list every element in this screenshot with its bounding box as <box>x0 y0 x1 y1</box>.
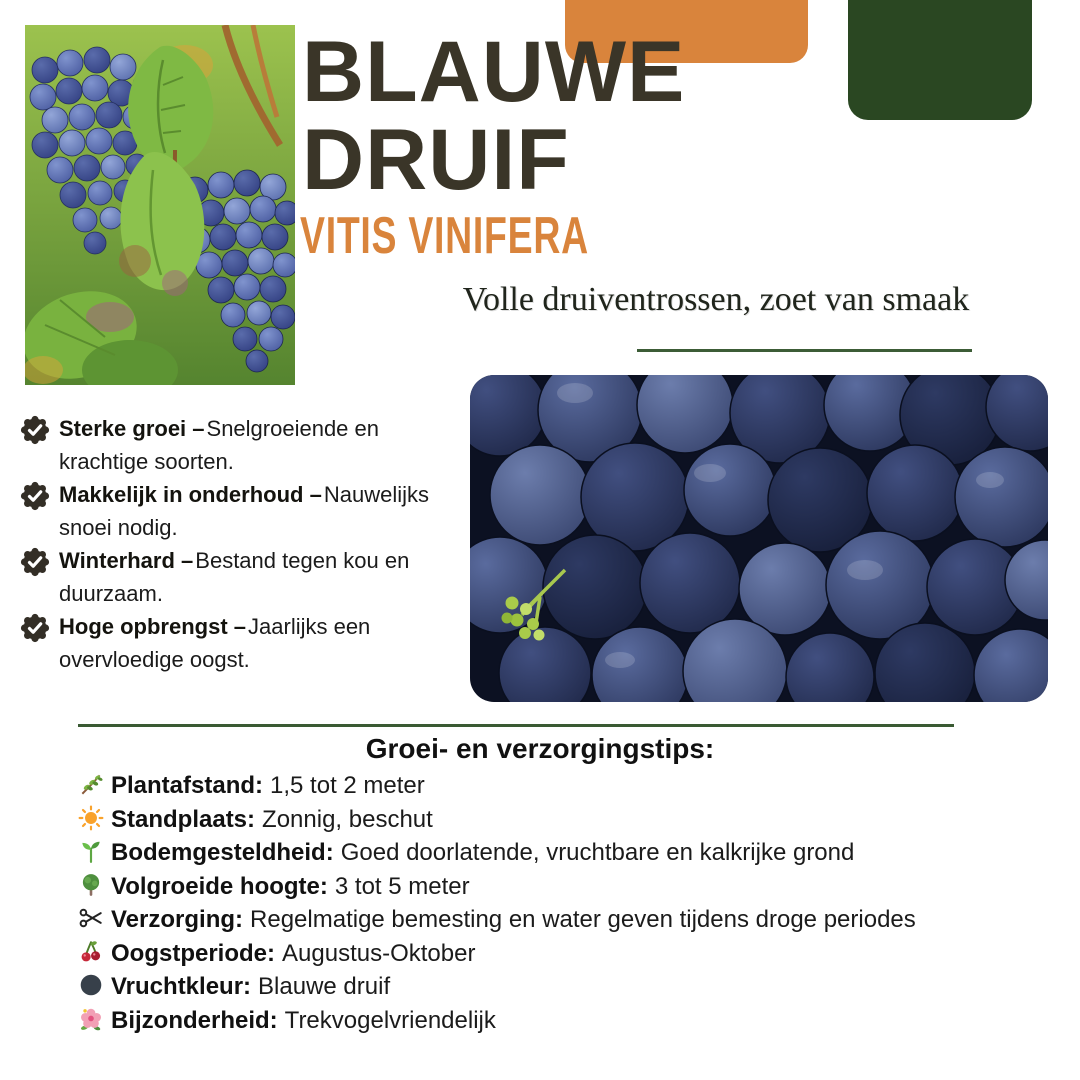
feature-label: Winterhard – <box>59 548 194 573</box>
tip-vruchtkleur <box>78 970 1010 1004</box>
tip-label: Standplaats: <box>111 805 256 833</box>
cherries-icon <box>78 939 104 965</box>
scissors-icon <box>78 905 104 931</box>
tip-label: Vruchtkleur: <box>111 973 252 1000</box>
tip-value: Goed doorlatende, vruchtbare en kalkrijke grond <box>340 839 855 866</box>
feature-checklist <box>20 412 470 676</box>
feature-text <box>59 478 470 544</box>
feature-text <box>59 544 470 610</box>
seedling-icon <box>78 838 104 864</box>
feature-item <box>20 478 470 544</box>
hibiscus-icon <box>78 1006 104 1032</box>
feature-description: Nauwelijks snoei nodig. <box>59 482 429 540</box>
tip-value: Blauwe druif <box>258 973 391 1000</box>
latin-name-subtitle: VITIS VINIFERA <box>300 207 589 265</box>
feature-description: Jaarlijks een overvloedige oogst. <box>59 614 371 672</box>
feature-text <box>59 412 470 478</box>
tips-heading: Groei- en verzorgingstips: <box>365 733 715 764</box>
check-badge-icon <box>20 481 50 511</box>
tip-label: Verzorging: <box>111 906 244 933</box>
tip-plantafstand <box>78 769 1010 803</box>
feature-label: Sterke groei – <box>59 416 205 441</box>
feature-item <box>20 544 470 610</box>
feature-description: Snelgroeiende en krachtige soorten. <box>59 416 379 474</box>
feature-label: Hoge opbrengst – <box>59 614 247 639</box>
herb-icon <box>78 771 104 797</box>
blue-grapes-illustration <box>470 375 1048 702</box>
tree-icon <box>78 872 104 898</box>
tip-label: Bijzonderheid: <box>111 1006 278 1034</box>
feature-label: Makkelijk in onderhoud – <box>59 482 322 507</box>
tip-value: 1,5 tot 2 meter <box>270 772 425 799</box>
tip-value: Regelmatige bemesting en water geven tijdens droge periodes <box>250 906 916 933</box>
check-badge-icon <box>20 415 50 445</box>
feature-item <box>20 412 470 478</box>
tip-value: Trekvogelvriendelijk <box>284 1006 496 1034</box>
tip-oogstperiode <box>78 937 1010 971</box>
section-divider <box>78 724 954 727</box>
grapevine-photo <box>25 25 295 385</box>
tip-bijzonderheid <box>78 1004 1010 1038</box>
tip-label: Plantafstand: <box>111 772 264 799</box>
tip-label: Bodemgesteldheid: <box>111 839 334 866</box>
tip-label: Oogstperiode: <box>111 939 276 967</box>
tagline: Volle druiventrossen, zoet van smaak <box>462 281 970 318</box>
feature-description: Bestand tegen kou en duurzaam. <box>59 548 410 606</box>
tip-standplaats <box>78 803 1010 837</box>
title-line-2: DRUIF <box>302 112 570 208</box>
tip-value: Zonnig, beschut <box>262 805 433 833</box>
tip-value: 3 tot 5 meter <box>334 872 470 900</box>
title-line-1: BLAUWE <box>302 24 686 120</box>
tip-verzorging <box>78 903 1010 937</box>
check-badge-icon <box>20 547 50 577</box>
sun-icon <box>78 805 104 831</box>
care-tips-list <box>78 769 1010 1037</box>
feature-text <box>59 610 470 676</box>
tip-volgroeide-hoogte <box>78 870 1010 904</box>
grapevine-illustration <box>25 25 295 385</box>
green-rounded-block <box>848 0 1032 120</box>
tagline-underline <box>637 349 972 352</box>
dark-circle-icon <box>78 972 104 998</box>
page-title <box>302 24 686 208</box>
tip-value: Augustus-Oktober <box>282 939 476 967</box>
blue-grapes-photo <box>470 375 1048 702</box>
check-badge-icon <box>20 613 50 643</box>
tip-label: Volgroeide hoogte: <box>111 872 328 900</box>
feature-item <box>20 610 470 676</box>
tip-bodemgesteldheid <box>78 836 1010 870</box>
